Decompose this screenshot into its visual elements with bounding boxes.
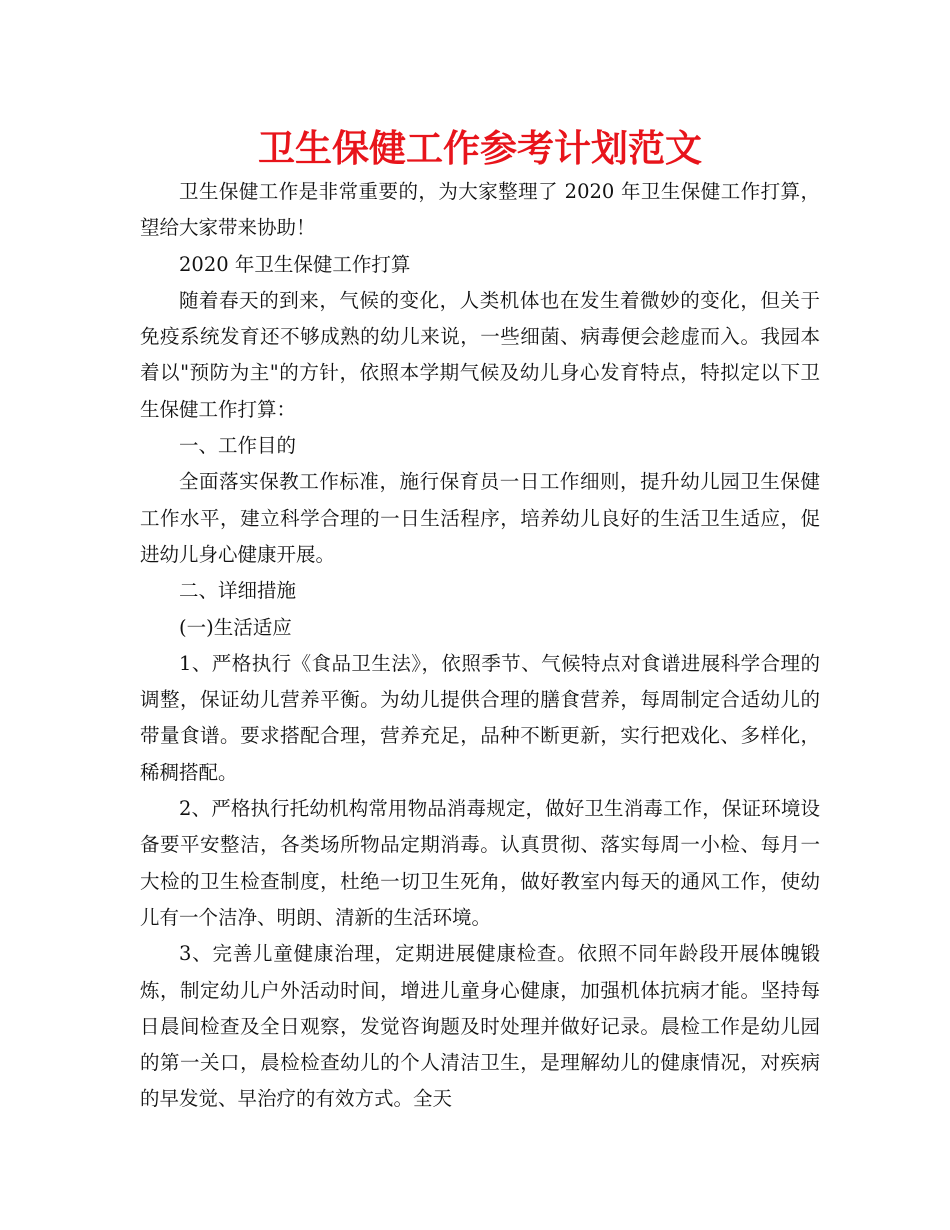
paragraph-plan-heading: 2020 年卫生保健工作打算 <box>179 252 411 276</box>
document-title: 卫生保健工作参考计划范文 <box>258 126 702 170</box>
paragraph-intro: 卫生保健工作是非常重要的，为大家整理了 2020 年卫生保健工作打算，望给大家带来协助！ <box>140 180 820 240</box>
section-heading-goals: 一、工作目的 <box>179 434 297 458</box>
paragraph-item-3: 3、完善儿童健康治理，定期进展健康检查。依照不同年龄段开展体魄锻炼，制定幼儿户外活动时间，增进儿童身心健康，加强机体抗病才能。坚持每日晨间检查及全日观察，发觉咨询题及时处理并做好记录。晨检工作是幼儿园的第一关口，晨检检查幼儿的个人清洁卫生，是理解幼儿的健康情况，对疾病的早发觉、早治疗的有效方式。全天 <box>140 942 820 1111</box>
subsection-heading-habits: (一)生活适应 <box>179 615 292 639</box>
paragraph-item-1: 1、严格执行《食品卫生法》，依照季节、气候特点对食谱进展科学合理的调整，保证幼儿营养平衡。为幼儿提供合理的膳食营养，每周制定合适幼儿的带量食谱。要求搭配合理，营养充足，品种不断更新，实行把戏化、多样化，稀稠搭配。 <box>140 651 820 784</box>
paragraph-item-2: 2、严格执行托幼机构常用物品消毒规定，做好卫生消毒工作，保证环境设备要平安整洁，各类场所物品定期消毒。认真贯彻、落实每周一小检、每月一大检的卫生检查制度，杜绝一切卫生死角，做好教室内每天的通风工作，使幼儿有一个洁净、明朗、清新的生活环境。 <box>140 797 820 929</box>
section-heading-measures: 二、详细措施 <box>179 579 297 603</box>
paragraph-goals: 全面落实保教工作标准，施行保育员一日工作细则，提升幼儿园卫生保健工作水平，建立科学合理的一日生活程序，培养幼儿良好的生活卫生适应，促进幼儿身心健康开展。 <box>140 470 820 566</box>
document-page <box>140 122 820 1118</box>
paragraph-background: 随着春天的到来，气候的变化，人类机体也在发生着微妙的变化，但关于免疫系统发育还不够成熟的幼儿来说，一些细菌、病毒便会趁虚而入。我园本着以"预防为主"的方针，依照本学期气候及幼儿身心发育特点，特拟定以下卫生保健工作打算： <box>140 288 820 421</box>
